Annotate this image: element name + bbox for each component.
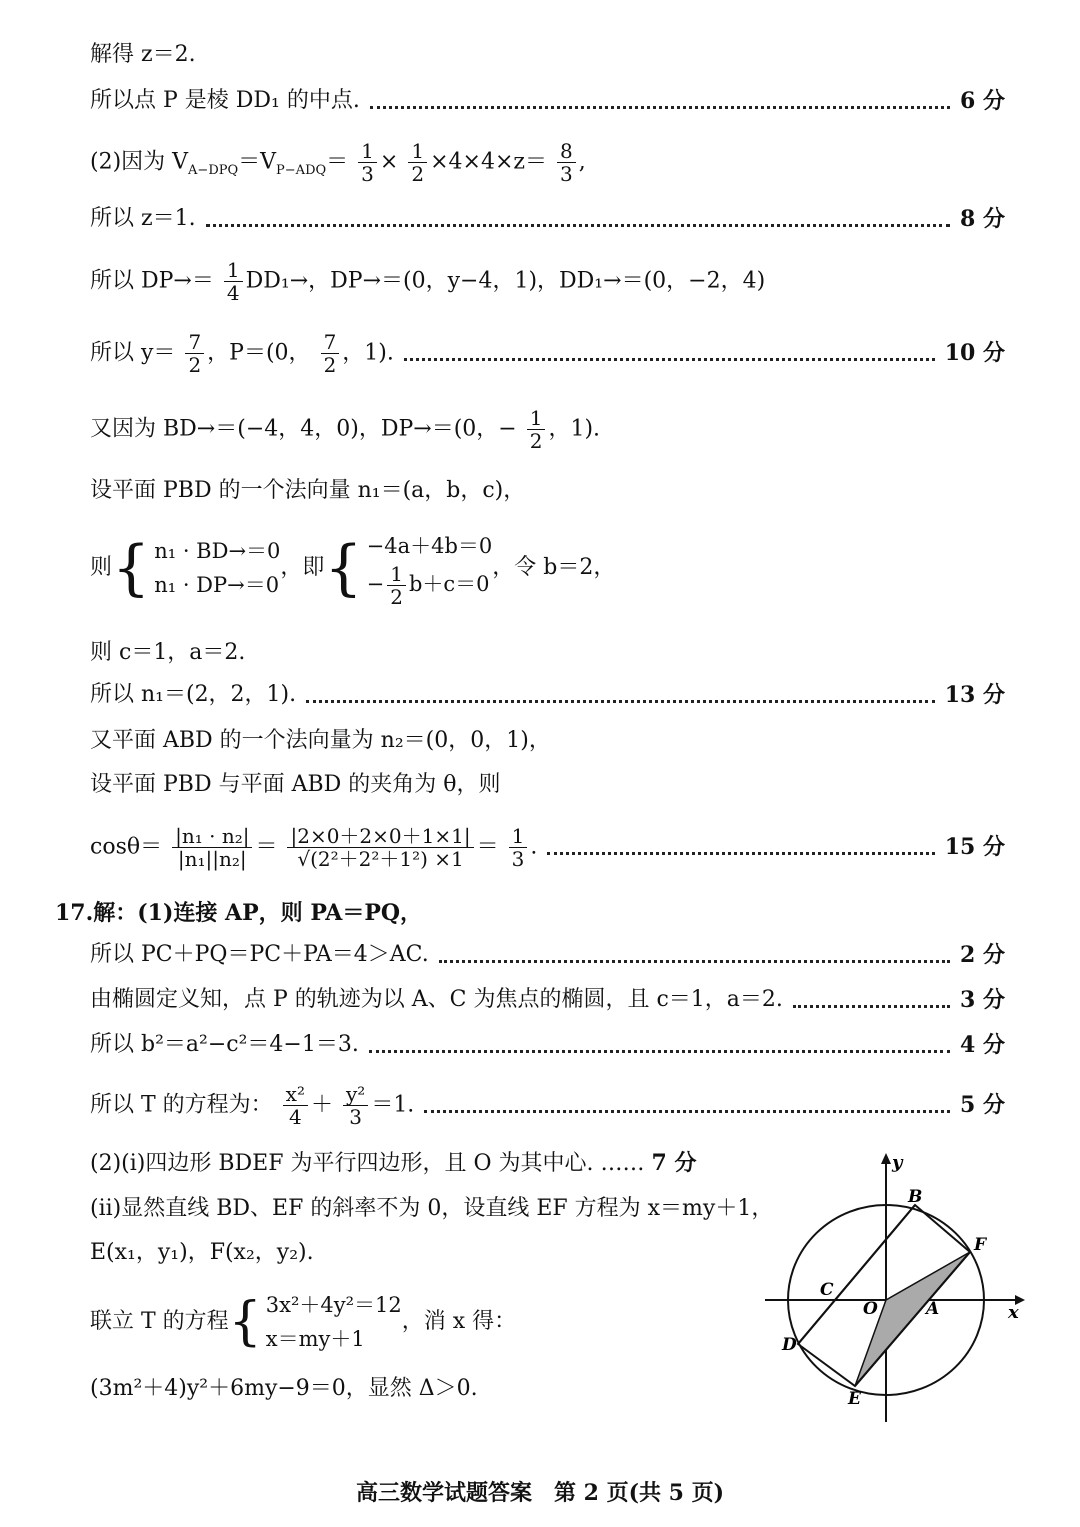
line-solve-z bbox=[90, 40, 1005, 70]
text: 则 c＝1，a＝2. bbox=[90, 640, 246, 665]
y-axis-arrow bbox=[881, 1153, 891, 1164]
label-b: B bbox=[908, 1187, 923, 1207]
line-simultaneous bbox=[90, 1282, 760, 1362]
line-y-value bbox=[90, 330, 1005, 376]
score-label: 8 分 bbox=[960, 206, 1005, 232]
fraction: $\frac{1}{3}$ bbox=[509, 825, 528, 870]
fraction: $\frac{1}{2}$ bbox=[527, 407, 546, 452]
line-n2 bbox=[90, 726, 1005, 756]
ellipse-figure bbox=[760, 1150, 1030, 1430]
text: (2)(i)四边形 BDEF 为平行四边形，且 O 为其中心. …… 7 分 bbox=[90, 1150, 697, 1176]
score-label: 2 分 bbox=[960, 942, 1005, 968]
text: 解得 z＝2. bbox=[90, 42, 196, 67]
line-normal-vector bbox=[90, 476, 1005, 506]
fraction: $\frac{1}{2}$ bbox=[408, 140, 427, 185]
line-parallelogram bbox=[90, 1148, 780, 1179]
text: (3m²＋4)y²＋6my−9＝0，显然 Δ＞0. bbox=[90, 1376, 478, 1401]
dot-leader bbox=[206, 220, 950, 227]
left-brace: { bbox=[112, 533, 151, 603]
text: 所以 n₁＝(2，2，1). bbox=[90, 682, 297, 707]
score-label: 15 分 bbox=[944, 834, 1005, 860]
score-label: 3 分 bbox=[960, 987, 1005, 1013]
label-d: D bbox=[782, 1335, 797, 1355]
line-q17 bbox=[55, 898, 1005, 928]
system-left: n₁ · BD→＝0 n₁ · DP→＝0 bbox=[154, 539, 281, 597]
dot-leader bbox=[370, 102, 950, 109]
fraction: $\frac{\text{y²}}{3}$ bbox=[343, 1083, 368, 1128]
score-label: 4 分 bbox=[960, 1032, 1005, 1058]
dot-leader bbox=[547, 848, 934, 855]
line-bd-vector bbox=[90, 406, 1005, 452]
text: 所以点 P 是棱 DD₁ 的中点. bbox=[90, 88, 360, 113]
fraction: $\frac{|2\times 0+2\times 0+1\times 1|}{\text{√(2²＋2²＋1²) ×1}}$ bbox=[287, 825, 473, 870]
line-z-one bbox=[90, 204, 1005, 234]
system: 3x²＋4y²＝12 x＝my＋1 bbox=[265, 1293, 402, 1351]
fraction: $\frac{\text{|n₁ · n₂|}}{\text{|n₁||n₂|}}$ bbox=[172, 825, 252, 870]
line-pc-pq bbox=[90, 940, 1005, 970]
label-e: E bbox=[848, 1389, 861, 1409]
text: 又因为 BD→＝(−4，4，0)，DP→＝(0，− $\frac{1}{2}$ ，1). bbox=[90, 405, 601, 453]
text: E(x₁，y₁)，F(x₂，y₂). bbox=[90, 1240, 314, 1265]
score-label: 6 分 bbox=[960, 88, 1005, 114]
text: 所以 PC＋PQ＝PC＋PA＝4＞AC. bbox=[90, 942, 429, 967]
fraction: $\frac{1}{4}$ bbox=[224, 259, 243, 304]
text: (ii)显然直线 BD、EF 的斜率不为 0，设直线 EF 方程为 x＝my＋1， bbox=[90, 1196, 774, 1221]
label-o: O bbox=[863, 1299, 878, 1319]
text: 又平面 ABD 的一个法向量为 n₂＝(0，0，1)， bbox=[90, 728, 551, 753]
text: 所以 b²＝a²−c²＝4−1＝3. bbox=[90, 1032, 359, 1057]
line-ef bbox=[855, 1252, 970, 1386]
line-ellipse-def bbox=[90, 985, 1005, 1015]
page-footer: 高三数学试题答案 第 2 页(共 5 页) bbox=[355, 1480, 725, 1506]
line-c-a bbox=[90, 638, 1005, 668]
line-cosine bbox=[90, 820, 1005, 874]
score-label: 13 分 bbox=[944, 682, 1005, 708]
fraction: $\frac{\text{x²}}{4}$ bbox=[283, 1083, 308, 1128]
score-label: 7 分 bbox=[651, 1150, 697, 1176]
line-quadratic bbox=[90, 1374, 760, 1404]
score-label: 5 分 bbox=[960, 1092, 1005, 1118]
dot-leader bbox=[369, 1046, 950, 1053]
text: 所以 DP→＝ $\frac{1}{4}$ DD₁→，DP→＝(0，y−4，1)，DD₁→＝(0，−2，4) bbox=[90, 257, 766, 305]
text: 17.解：(1)连接 AP，则 PA＝PQ， bbox=[55, 900, 423, 926]
dot-leader bbox=[793, 1001, 950, 1008]
fraction: $\frac{1}{3}$ bbox=[358, 140, 377, 185]
dot-leader bbox=[306, 696, 935, 703]
line-angle bbox=[90, 770, 1005, 800]
text: 设平面 PBD 的一个法向量 n₁＝(a，b，c)， bbox=[90, 478, 526, 503]
label-f: F bbox=[974, 1235, 987, 1255]
text: 所以 T 的方程为： $\frac{\text{x²}}{4}$ ＋ $\frac{\text{y²}}{3}$ ＝1. bbox=[90, 1081, 415, 1129]
line-equation-system bbox=[90, 520, 1005, 616]
fraction: $\frac{7}{2}$ bbox=[321, 331, 340, 376]
text: 设平面 PBD 与平面 ABD 的夹角为 θ，则 bbox=[90, 772, 501, 797]
label-c: C bbox=[820, 1280, 834, 1300]
line-t-equation bbox=[90, 1080, 1005, 1130]
line-b-squared bbox=[90, 1030, 1005, 1060]
dot-leader bbox=[404, 354, 935, 361]
label-x: x bbox=[1008, 1302, 1019, 1323]
fraction: $\frac{7}{2}$ bbox=[185, 331, 204, 376]
text: 联立 T 的方程 { 3x²＋4y²＝12 x＝my＋1 ，消 x 得： bbox=[90, 1288, 516, 1356]
system-right: −4a＋4b＝0 − $\frac{1}{2}$ b＋c＝0 bbox=[366, 533, 493, 609]
label-y: y bbox=[892, 1152, 903, 1173]
line-midpoint bbox=[90, 86, 1005, 116]
line-n1 bbox=[90, 680, 1005, 710]
fraction: $\frac{8}{3}$ bbox=[557, 140, 576, 185]
left-brace: { bbox=[228, 1292, 262, 1352]
text: 则 { n₁ · BD→＝0 n₁ · DP→＝0 ，即 { −4a＋4b＝0 − $\frac{1}{2}$ b＋c＝0 ，令 b＝2， bbox=[90, 529, 615, 608]
text: 所以 y＝ $\frac{7}{2}$ ，P＝(0， $\frac{7}{2}$ ，1). bbox=[90, 329, 394, 377]
text: 由椭圆定义知，点 P 的轨迹为以 A、C 为焦点的椭圆，且 c＝1，a＝2. bbox=[90, 987, 783, 1012]
text: 所以 z＝1. bbox=[90, 206, 196, 231]
line-dp-vector bbox=[90, 258, 1005, 304]
text: cosθ＝ $\frac{\text{|n₁ · n₂|}}{\text{|n₁||n₂|}}$ ＝ $\frac{|2\times 0+2\times 0+1\times 1|}{\text{√(2²＋2²＋1²) ×1}}$ ＝ $\frac{1}{3}$ . bbox=[90, 823, 538, 871]
score-label: 10 分 bbox=[944, 340, 1005, 366]
left-brace: { bbox=[324, 533, 363, 603]
text: (2)因为 $V_{A-DPQ}=V_{P-ADQ}=$ $\frac{1}{3}$ × $\frac{1}{2}$ ×4×4×z＝ $\frac{8}{3}$ , bbox=[90, 139, 586, 187]
line-volume bbox=[90, 140, 1005, 186]
label-a: A bbox=[926, 1299, 940, 1319]
dot-leader bbox=[424, 1106, 950, 1113]
dot-leader bbox=[439, 956, 950, 963]
